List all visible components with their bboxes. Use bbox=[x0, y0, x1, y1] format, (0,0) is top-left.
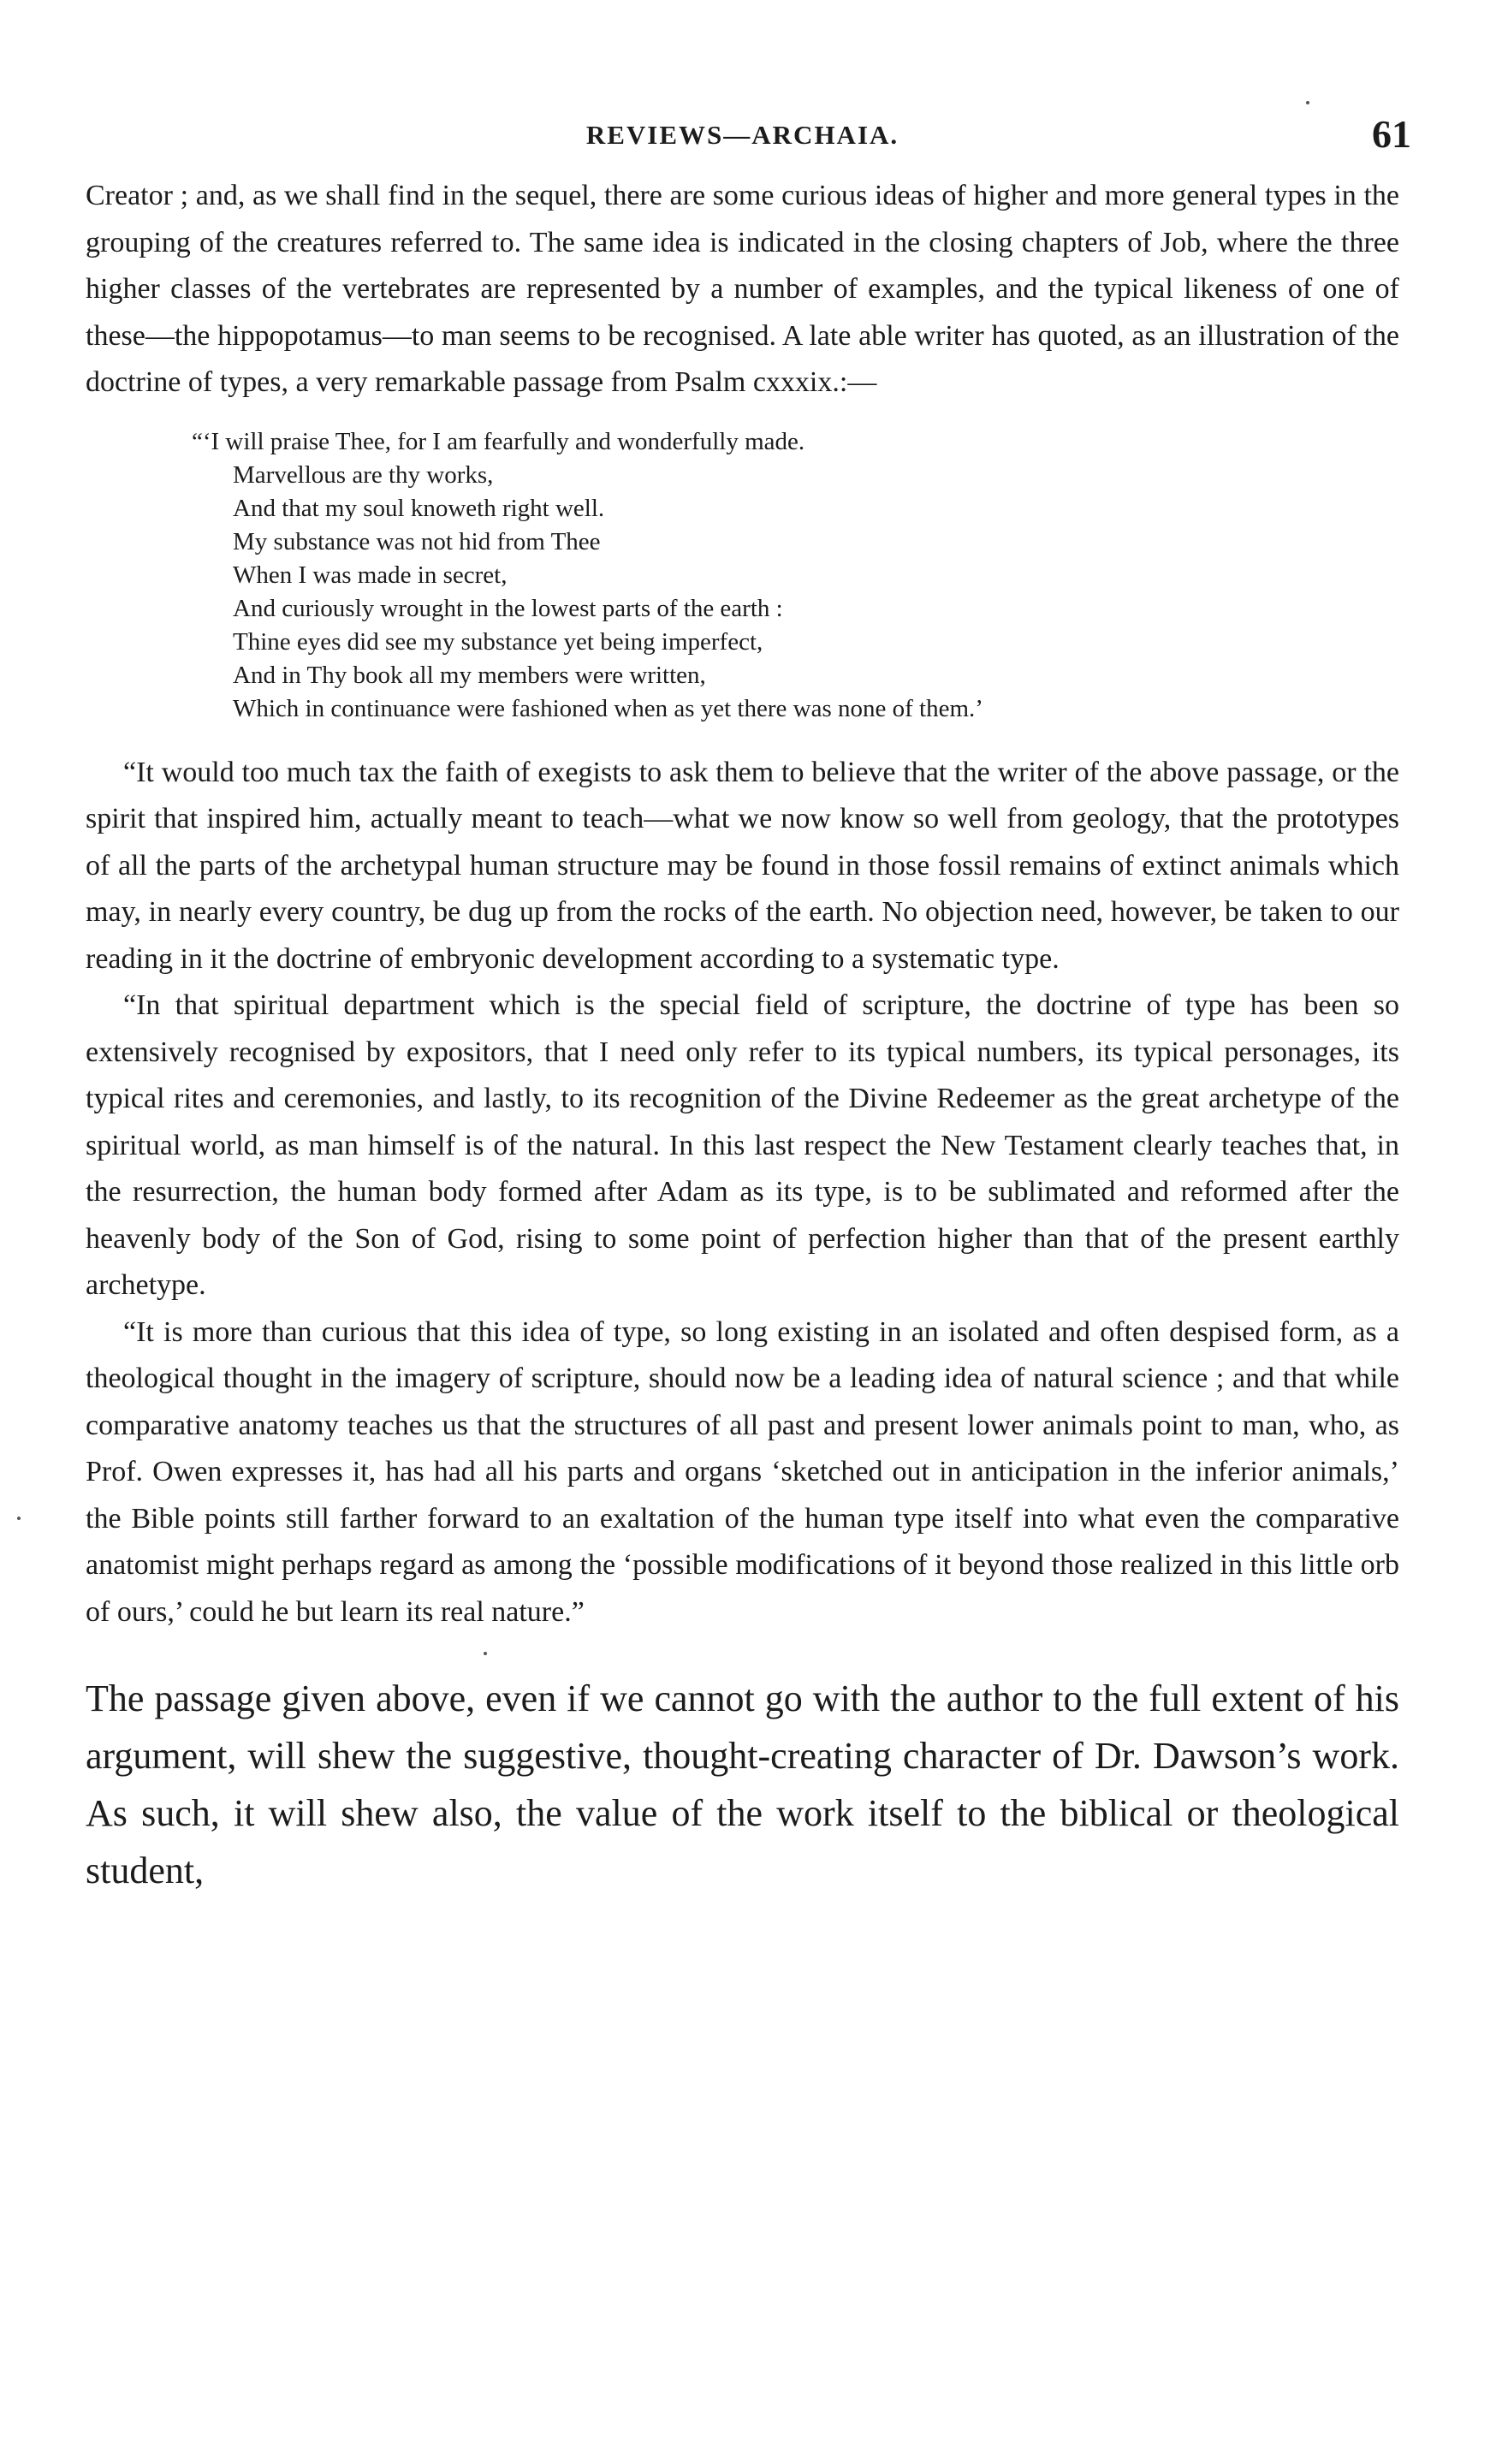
verse-line: And curiously wrought in the lowest parts of the earth : bbox=[233, 594, 783, 622]
quoted-passage bbox=[86, 750, 1399, 1636]
verse-line: When I was made in secret, bbox=[233, 561, 508, 589]
closing-paragraph: The passage given above, even if we cannot go with the author to the full extent of his argument, will shew the suggestive, thought-creating character of Dr. Dawson’s work. As such, it will shew also, the value of the work itself to the biblical or theological student, bbox=[86, 1677, 1399, 1891]
verse-line: Thine eyes did see my substance yet being imperfect, bbox=[233, 627, 763, 656]
verse-line: And in Thy book all my members were written, bbox=[233, 661, 706, 689]
running-head bbox=[86, 111, 1411, 163]
document-page bbox=[86, 111, 1411, 1937]
psalm-quotation bbox=[86, 425, 1399, 726]
quote-paragraph: “It is more than curious that this idea of type, so long existing in an isolated and often despised form, as a theological thought in the imagery of scripture, should now be a leading idea of natural science ; and that while comparative anatomy teaches us that the structures of all past and present lower animals point to man, who, as Prof. Owen expresses it, has had all his parts and organs ‘sketched out in anticipation in the inferior animals,’ the Bible points still farther forward to an exaltation of the human type itself into what even the comparative anatomist might perhaps regard as among the ‘possible modifications of it beyond those realized in this little orb of ours,’ could he but learn its real nature.” bbox=[86, 1315, 1399, 1628]
margin-speck bbox=[1306, 101, 1309, 104]
page-number: 61 bbox=[1372, 112, 1411, 156]
verse-line: Which in continuance were fashioned when as yet there was none of them.’ bbox=[233, 694, 983, 722]
verse-line: And that my soul knoweth right well. bbox=[233, 494, 605, 522]
quote-paragraph: “It would too much tax the faith of exegists to ask them to believe that the writer of the above passage, or the spirit that inspired him, actually meant to teach—what we now know so well from geology, that the prototypes of all the parts of the archetypal human structure may be found in those fossil remains of extinct animals which may, in nearly every country, be dug up from the rocks of the earth. No objection need, however, be taken to our reading in it the doctrine of embryonic development according to a systematic type. bbox=[86, 756, 1399, 975]
quote-paragraph: “In that spiritual department which is the special field of scripture, the doctrine of type has been so extensively recognised by expositors, that I need only refer to its typical numbers, its typical personages, its typical rites and ceremonies, and lastly, to its recognition of the Divine Redeemer as the great archetype of the spiritual world, as man himself is of the natural. In this last respect the New Testament clearly teaches that, in the resurrection, the human body formed after Adam as its type, is to be sublimated and reformed after the heavenly body of the Son of God, rising to some point of perfection higher than that of the present earthly archetype. bbox=[86, 989, 1399, 1301]
running-title: REVIEWS—ARCHAIA. bbox=[585, 120, 899, 150]
verse-line: My substance was not hid from Thee bbox=[233, 527, 601, 555]
margin-speck bbox=[17, 1517, 21, 1520]
intro-paragraph: Creator ; and, as we shall find in the sequel, there are some curious ideas of higher and more general types in the grouping of the creatures referred to. The same idea is indicated in the closing chapters of Job, where the three higher classes of the vertebrates are represented by a number of examples, and the typical likeness of one of these—the hippopotamus—to man seems to be recognised. A late able writer has quoted, as an illustration of the doctrine of types, a very remarkable passage from Psalm cxxxix.:— bbox=[86, 180, 1399, 398]
margin-speck bbox=[484, 1652, 487, 1655]
verse-line: Marvellous are thy works, bbox=[233, 460, 494, 489]
verse-line: “‘I will praise Thee, for I am fearfully and wonderfully made. bbox=[192, 427, 805, 455]
